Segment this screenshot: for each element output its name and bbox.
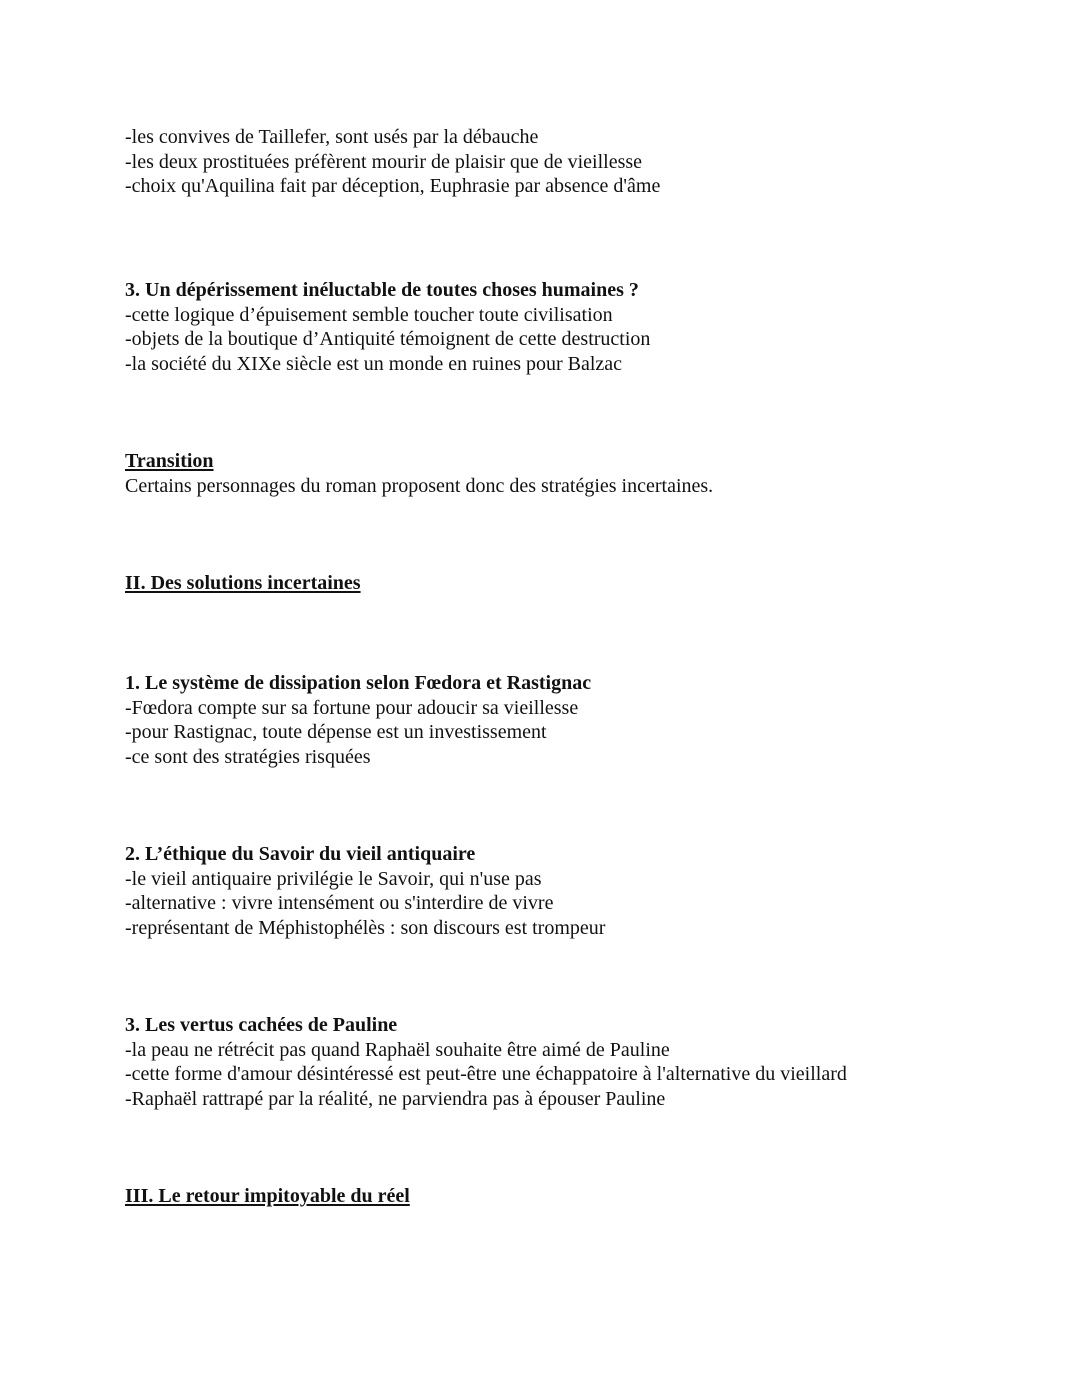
- section-ii-3: [125, 1013, 1025, 1111]
- bullet-line: -choix qu'Aquilina fait par déception, Euphrasie par absence d'âme: [125, 175, 661, 197]
- section-ii-1: [125, 671, 1025, 769]
- part-heading: II. Des solutions incertaines: [125, 572, 361, 594]
- bullet-line: -objets de la boutique d’Antiquité témoignent de cette destruction: [125, 328, 651, 350]
- transition-block: [125, 449, 1025, 498]
- bullet-line: -le vieil antiquaire privilégie le Savoir, qui n'use pas: [125, 867, 542, 890]
- section-heading: 1. Le système de dissipation selon Fœdora et Rastignac: [125, 672, 592, 694]
- bullet-line: -la peau ne rétrécit pas quand Raphaël souhaite être aimé de Pauline: [125, 1038, 670, 1061]
- bullet-line: -pour Rastignac, toute dépense est un investissement: [125, 721, 547, 743]
- bullet-line: -Raphaël rattrapé par la réalité, ne parviendra pas à épouser Pauline: [125, 1087, 666, 1110]
- part-ii: [125, 571, 1025, 596]
- part-iii: [125, 1184, 1025, 1209]
- bullet-line: -les deux prostituées préfèrent mourir de plaisir que de vieillesse: [125, 150, 643, 173]
- section-heading: 2. L’éthique du Savoir du vieil antiquaire: [125, 843, 476, 865]
- bullet-line: -Fœdora compte sur sa fortune pour adoucir sa vieillesse: [125, 696, 579, 719]
- section-ii-2: [125, 842, 1025, 940]
- bullet-line: -alternative : vivre intensément ou s'interdire de vivre: [125, 892, 554, 914]
- bullet-line: -cette forme d'amour désintéressé est peut-être une échappatoire à l'alternative du vieillard: [125, 1063, 847, 1085]
- transition-heading: Transition: [125, 450, 214, 472]
- bullet-line: -cette logique d’épuisement semble toucher toute civilisation: [125, 303, 613, 326]
- section-heading: 3. Les vertus cachées de Pauline: [125, 1014, 398, 1036]
- intro-bullets: [125, 125, 1025, 199]
- part-heading: III. Le retour impitoyable du réel: [125, 1185, 410, 1207]
- bullet-line: -représentant de Méphistophélès : son discours est trompeur: [125, 916, 606, 939]
- bullet-line: -ce sont des stratégies risquées: [125, 745, 371, 768]
- bullet-line: -la société du XIXe siècle est un monde en ruines pour Balzac: [125, 352, 623, 375]
- bullet-line: -les convives de Taillefer, sont usés par la débauche: [125, 126, 539, 148]
- section-i-3: [125, 278, 1025, 376]
- section-heading: 3. Un dépérissement inéluctable de toutes choses humaines ?: [125, 279, 639, 301]
- transition-text: Certains personnages du roman proposent donc des stratégies incertaines.: [125, 474, 714, 497]
